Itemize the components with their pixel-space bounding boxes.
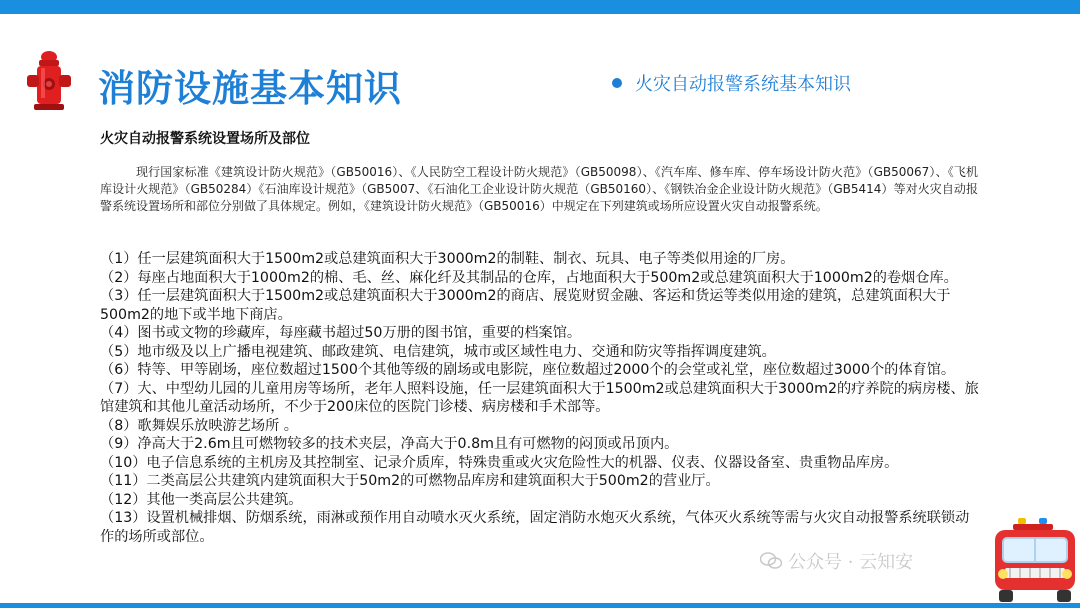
requirement-list [100, 250, 980, 546]
list-item: （10）电子信息系统的主机房及其控制室、记录介质库，特殊贵重或火灾危险性大的机器、仪表、仪器设备室、贵重物品库房。 [100, 454, 899, 471]
list-item: （7）大、中型幼儿园的儿童用房等场所，老年人照料设施，任一层建筑面积大于1500m2或总建筑面积大于3000m2的疗养院的病房楼、旅馆建筑和其他儿童活动场所，不少于200床位的医院门诊楼、病房楼和手术部等。 [100, 380, 979, 415]
section-subtitle [612, 70, 851, 96]
fire-hydrant-icon [24, 48, 74, 114]
section-heading: 火灾自动报警系统设置场所及部位 [100, 131, 310, 147]
bullet-dot-icon [612, 78, 622, 88]
bottom-accent-bar [0, 603, 1080, 608]
top-accent-bar [0, 0, 1080, 14]
list-item: （3）任一层建筑面积大于1500m2或总建筑面积大于3000m2的商店、展览财贸金融、客运和货运等类似用途的建筑，总建筑面积大于500m2的地下或半地下商店。 [100, 288, 951, 323]
list-item: （5）地市级及以上广播电视建筑、邮政建筑、电信建筑，城市或区域性电力、交通和防灾等指挥调度建筑。 [100, 343, 776, 360]
wechat-icon [760, 552, 782, 570]
list-item: （2）每座占地面积大于1000m2的棉、毛、丝、麻化纤及其制品的仓库，占地面积大于500m2或总建筑面积大于1000m2的卷烟仓库。 [100, 269, 958, 286]
list-item: （11）二类高层公共建筑内建筑面积大于50m2的可燃物品库房和建筑面积大于500m2的营业厅。 [100, 473, 720, 489]
list-item: （1）任一层建筑面积大于1500m2或总建筑面积大于3000m2的制鞋、制衣、玩具、电子等类似用途的厂房。 [100, 251, 795, 267]
page-title: 消防设施基本知识 [98, 67, 402, 110]
list-item: （8）歌舞娱乐放映游艺场所 。 [100, 417, 298, 434]
list-item: （6）特等、甲等剧场，座位数超过1500个其他等级的剧场或电影院，座位数超过2000个的会堂或礼堂，座位数超过3000个的体育馆。 [100, 362, 956, 378]
subtitle-text: 火灾自动报警系统基本知识 [635, 74, 851, 95]
list-item: （9）净高大于2.6m且可燃物较多的技术夹层，净高大于0.8m且有可燃物的闷顶或吊顶内。 [100, 436, 679, 452]
fire-truck-icon [985, 518, 1080, 604]
intro-paragraph: 现行国家标准《建筑设计防火规范》（GB50016）、《人民防空工程设计防火规范》（GB50098）、《汽车库、修车库、停车场设计防火范》（GB50067）、《飞机库设计火规范》（GB50284）《石油库设计规范》（GB5007、《石油化工企业设计防火规范（GB50160）、《钢铁冶金企业设计防火规范》（GB5414）等对火灾自动报警系统设置场所和部位分别做了具体规定。例如，《建筑设计防火规范》（GB50016）中规定在下列建筑或场所应设置火灾自动报警系统。 [100, 165, 978, 213]
watermark-text: 公众号 · 云知安 [788, 552, 914, 573]
list-item: （13）设置机械排烟、防烟系统，雨淋或预作用自动喷水灭火系统，固定消防水炮灭火系统，气体灭火系统等需与火灾自动报警系统联锁动作的场所或部位。 [100, 510, 970, 545]
watermark [760, 548, 913, 574]
list-item: （4）图书或文物的珍藏库，每座藏书超过50万册的图书馆，重要的档案馆。 [100, 325, 582, 341]
list-item: （12）其他一类高层公共建筑。 [100, 491, 303, 508]
